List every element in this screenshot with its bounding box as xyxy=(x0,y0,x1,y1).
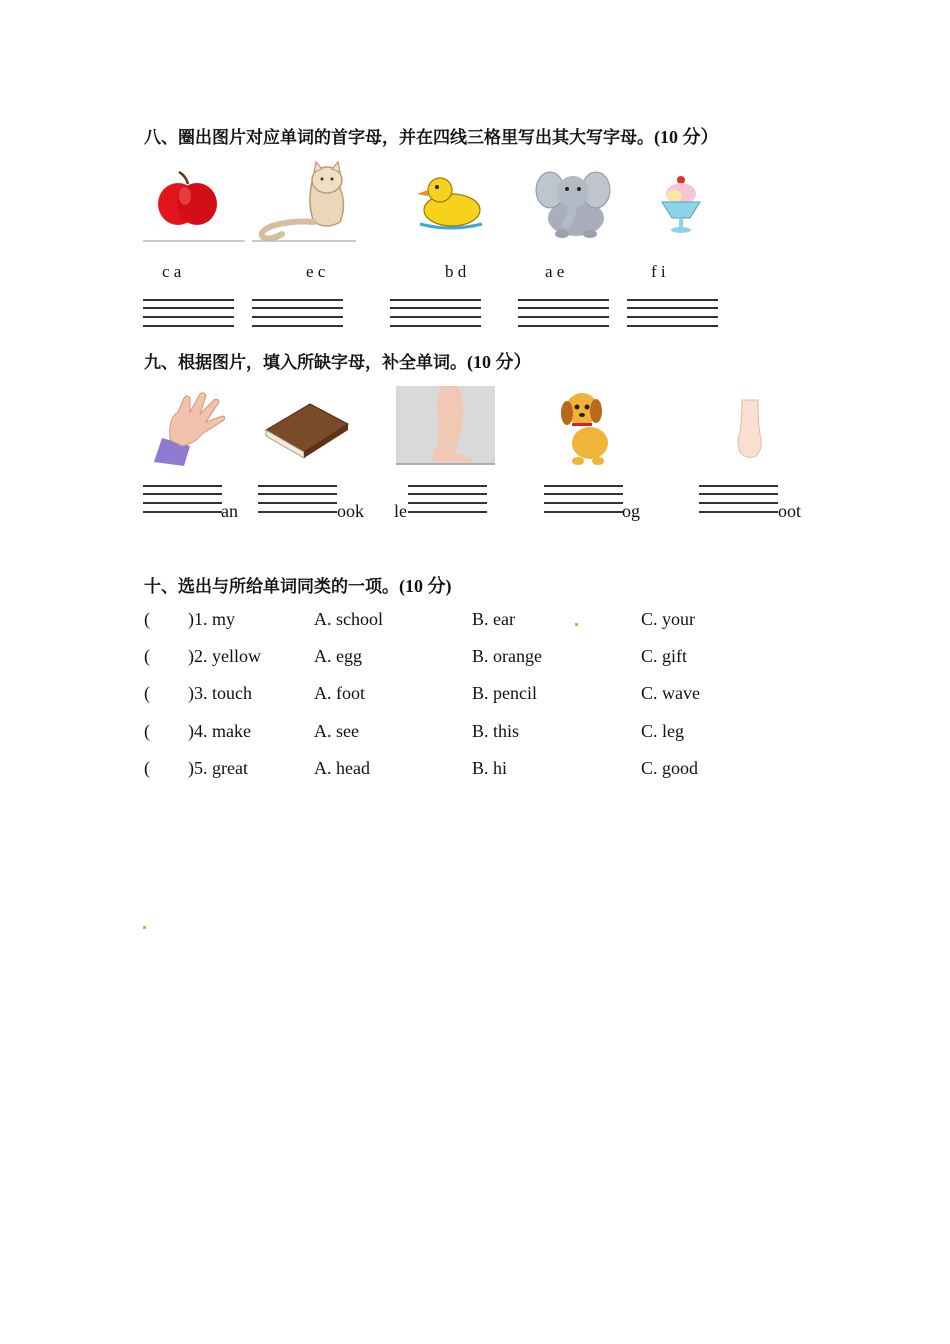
letter-choice: f i xyxy=(651,262,666,281)
option-a: A. school xyxy=(314,609,383,629)
elephant-icon xyxy=(528,166,618,242)
writing-lines[interactable] xyxy=(699,485,778,513)
writing-lines[interactable] xyxy=(258,485,337,513)
writing-lines[interactable] xyxy=(252,299,343,327)
duck-icon xyxy=(412,172,488,232)
answer-paren[interactable]: ( xyxy=(144,646,150,666)
question-word: )5. great xyxy=(188,758,248,778)
option-b: B. this xyxy=(472,721,520,741)
question-word: )4. make xyxy=(188,721,251,741)
option-c: C. wave xyxy=(641,683,700,703)
answer-paren[interactable]: ( xyxy=(144,721,150,741)
letter-choice: c a xyxy=(162,262,182,281)
book-icon xyxy=(262,398,352,460)
option-c: C. gift xyxy=(641,646,688,666)
ice-cream-icon xyxy=(658,172,704,236)
question-word: )1. my xyxy=(188,609,235,629)
option-b: B. pencil xyxy=(472,683,537,703)
writing-lines[interactable] xyxy=(143,485,222,513)
writing-lines[interactable] xyxy=(408,485,487,513)
writing-lines[interactable] xyxy=(518,299,609,327)
foot-icon xyxy=(730,398,770,460)
answer-paren[interactable]: ( xyxy=(144,683,150,703)
leg-icon xyxy=(396,386,496,466)
dog-icon xyxy=(554,385,616,467)
speck-mark xyxy=(143,926,146,929)
word-fragment: le xyxy=(394,501,407,521)
writing-lines[interactable] xyxy=(627,299,718,327)
word-fragment: ook xyxy=(337,501,364,521)
writing-lines[interactable] xyxy=(143,299,234,327)
section10-heading: 十、选出与所给单词同类的一项。(10 分) xyxy=(144,576,452,597)
word-fragment: oot xyxy=(778,501,802,521)
section9-heading: 九、根据图片，填入所缺字母，补全单词。(10 分） xyxy=(144,352,532,373)
word-fragment: og xyxy=(622,501,640,521)
question-word: )3. touch xyxy=(188,683,252,703)
letter-choice: e c xyxy=(306,262,326,281)
option-c: C. good xyxy=(641,758,699,778)
option-c: C. leg xyxy=(641,721,684,741)
option-a: A. head xyxy=(314,758,370,778)
answer-paren[interactable]: ( xyxy=(144,609,150,629)
option-a: A. egg xyxy=(314,646,362,666)
option-a: A. see xyxy=(314,721,359,741)
writing-lines[interactable] xyxy=(390,299,481,327)
answer-paren[interactable]: ( xyxy=(144,758,150,778)
apple-icon xyxy=(143,166,246,244)
option-c: C. your xyxy=(641,609,695,629)
writing-lines[interactable] xyxy=(544,485,623,513)
option-a: A. foot xyxy=(314,683,365,703)
letter-choice: b d xyxy=(445,262,467,281)
letter-choice: a e xyxy=(545,262,565,281)
cat-icon xyxy=(252,160,358,244)
option-b: B. ear xyxy=(472,609,515,629)
option-b: B. hi xyxy=(472,758,508,778)
hand-icon xyxy=(150,388,234,468)
option-b: B. orange xyxy=(472,646,542,666)
word-fragment: an xyxy=(221,501,238,521)
speck-mark xyxy=(575,623,578,626)
section8-heading: 八、圈出图片对应单词的首字母，并在四线三格里写出其大写字母。(10 分） xyxy=(144,127,719,148)
question-word: )2. yellow xyxy=(188,646,261,666)
